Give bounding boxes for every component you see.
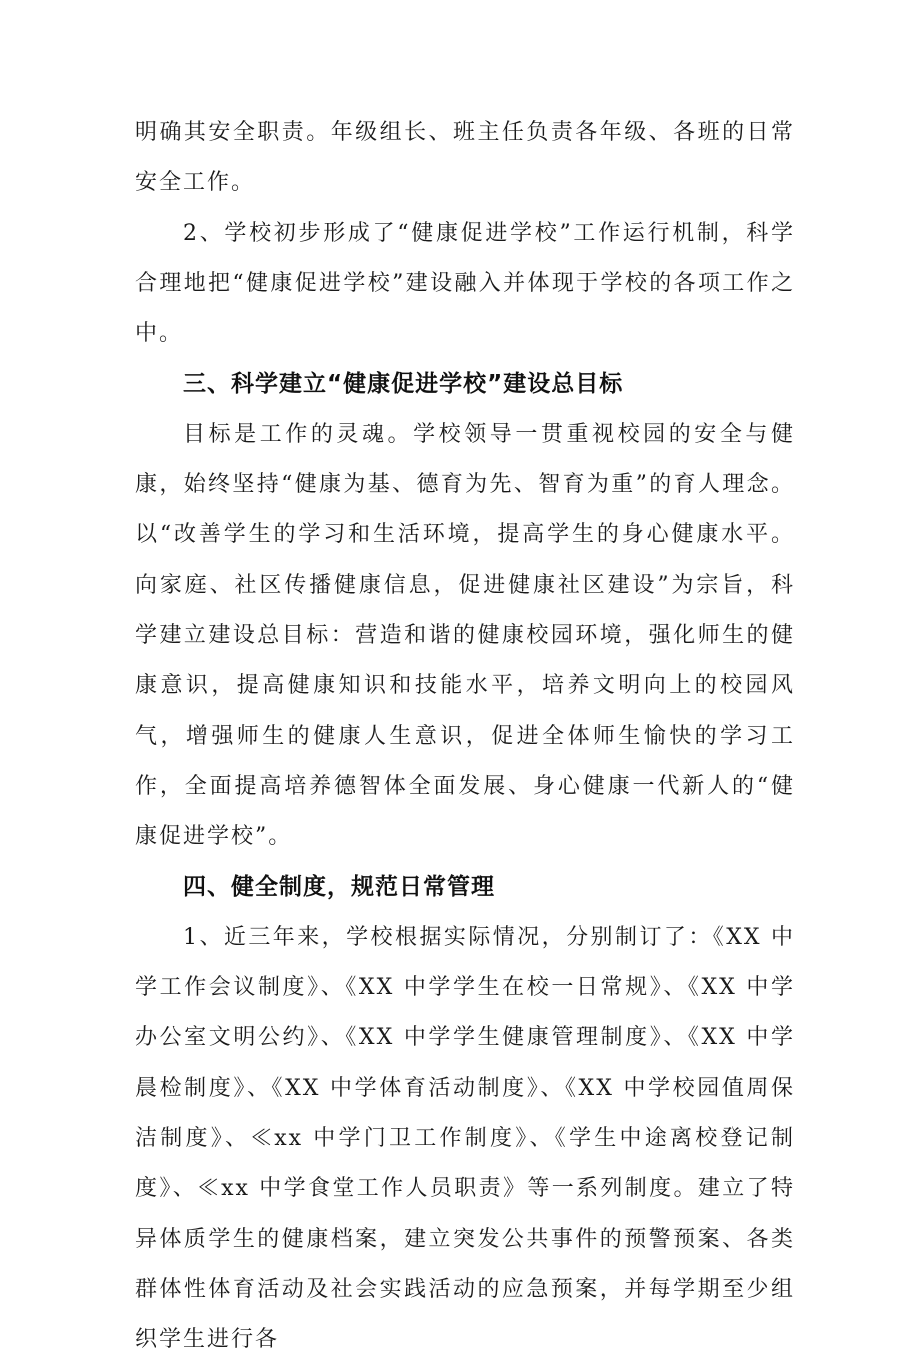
section-heading-4: 四、健全制度，规范日常管理	[183, 874, 495, 901]
paragraph-continued: 明确其安全职责。年级组长、班主任负责各年级、各班的日常安全工作。	[135, 120, 795, 196]
paragraph-goal: 目标是工作的灵魂。学校领导一贯重视校园的安全与健康，始终坚持“健康为基、德育为先、智育为重”的育人理念。以“改善学生的学习和生活环境，提高学生的身心健康水平。向家庭、社区传播健康信息，促进健康社区建设”为宗旨，科学建立建设总目标：营造和谐的健康校园环境，强化师生的健康意识，提高健康知识和技能水平，培养文明向上的校园风气，增强师生的健康人生意识，促进全体师生愉快的学习工作，全面提高培养德智体全面发展、身心健康一代新人的“健康促进学校”。	[135, 421, 795, 850]
document-page	[135, 108, 795, 1365]
paragraph-item-2: 2、学校初步形成了“健康促进学校”工作运行机制，科学合理地把“健康促进学校”建设融入并体现于学校的各项工作之中。	[135, 220, 795, 347]
section-heading-3: 三、科学建立“健康促进学校”建设总目标	[183, 371, 624, 398]
paragraph-item-1: 1、近三年来，学校根据实际情况，分别制订了：《XX 中学工作会议制度》、《XX 中学学生在校一日常规》、《XX 中学办公室文明公约》、《XX 中学学生健康管理制度》、《XX 中学晨检制度》、《XX 中学体育活动制度》、《XX 中学校园值周保洁制度》、≪xx 中学门卫工作制度》、《学生中途离校登记制度》、≪xx 中学食堂工作人员职责》等一系列制度。建立了特异体质学生的健康档案，建立突发公共事件的预警预案、各类群体性体育活动及社会实践活动的应急预案，并每学期至少组织学生进行各	[135, 924, 795, 1353]
